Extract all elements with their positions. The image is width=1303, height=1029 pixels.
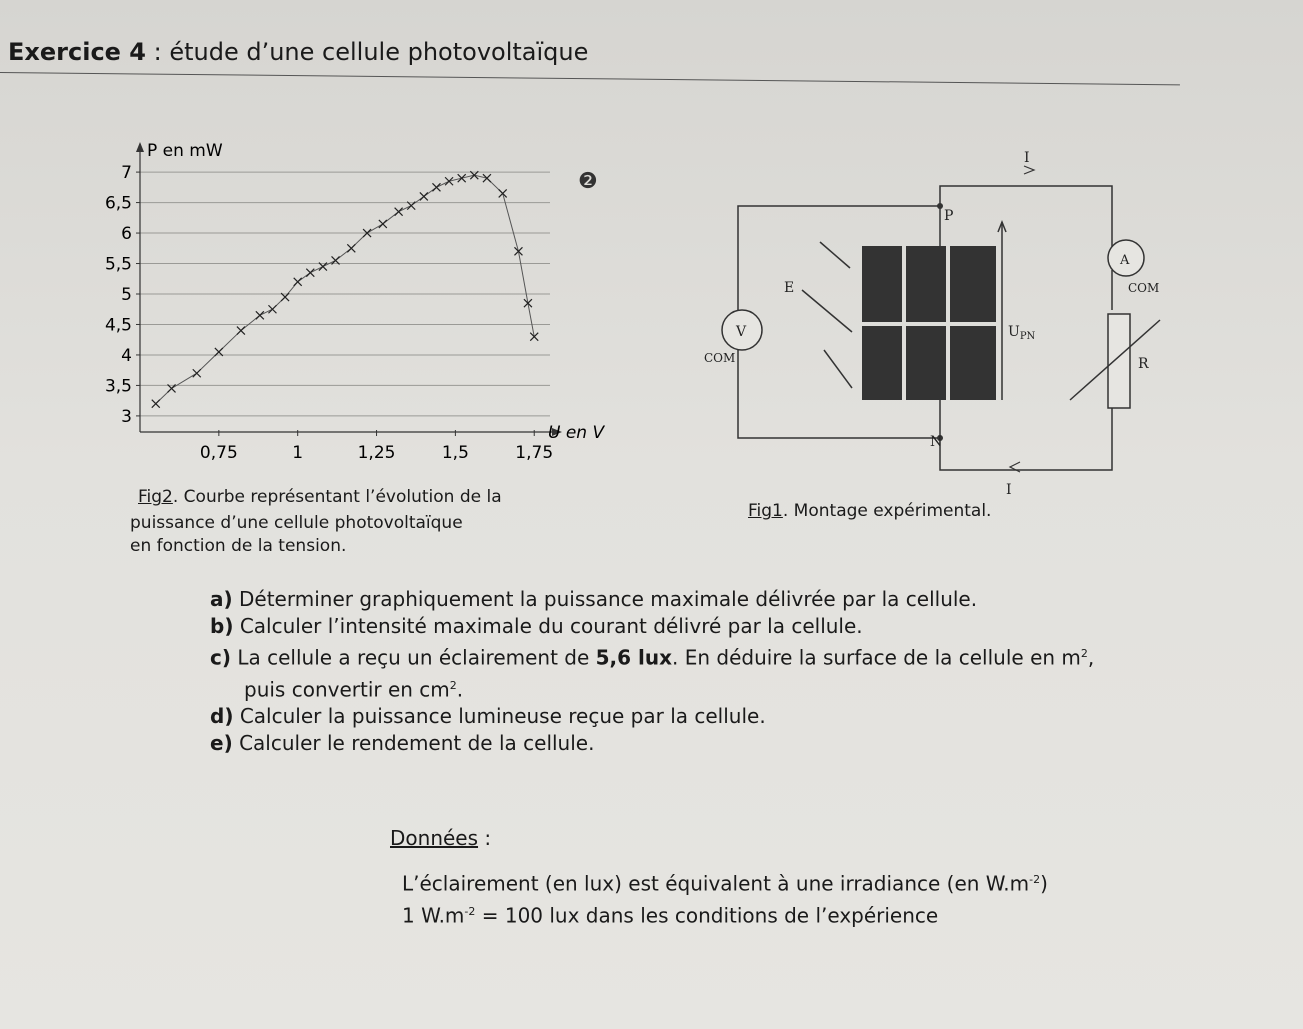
fig2-caption-line3: en fonction de la tension. [130, 536, 347, 556]
question-list [210, 586, 1270, 757]
power-curve-line [156, 175, 534, 404]
data-point [379, 220, 387, 228]
title-rule [0, 72, 1180, 85]
exercise-number: Exercice 4 [8, 38, 146, 66]
x-axis-label: U en V [548, 423, 605, 443]
question-c: c) La cellule a reçu un éclairement de 5,6 lux. En déduire la surface de la cellule en $m^2$, puis convertir en $cm^2$. [210, 645, 1095, 702]
exercise-subject: : étude d’une cellule photovoltaïque [146, 38, 589, 66]
chart-points [152, 171, 538, 408]
n-terminal-label: N [930, 434, 943, 450]
fig1-label: Fig1 [748, 501, 783, 521]
fig2-caption-line2: puissance d’une cellule photovoltaïque [130, 513, 463, 533]
voltmeter-label: V [736, 324, 747, 340]
solar-panel [862, 246, 996, 400]
question-a: a) Déterminer graphiquement la puissance maximale délivrée par la cellule. [210, 587, 978, 611]
data-point [193, 369, 201, 377]
current-label-top: I [1024, 150, 1030, 166]
fig1-caption [748, 500, 991, 522]
data-point [256, 311, 264, 319]
y-tick-labels [105, 163, 132, 427]
x-tick-label: 1,25 [357, 443, 396, 463]
resistor-label: R [1138, 356, 1149, 372]
data-point [530, 333, 538, 341]
ammeter-com-label: COM [1128, 281, 1160, 295]
data-point [347, 244, 355, 252]
fig2-label: Fig2 [138, 487, 173, 507]
y-axis-label: P en mW [147, 141, 223, 161]
data-point [268, 305, 276, 313]
top-right-wire [940, 186, 1112, 250]
data-point [152, 400, 160, 408]
x-tick-label: 1,75 [515, 443, 554, 463]
data-line-1: L’éclairement (en lux) est équivalent à une irradiance (en $W.m^{-2}$) [402, 871, 1048, 896]
data-point [524, 299, 532, 307]
y-tick-label: 7 [121, 163, 132, 184]
exercise-title [8, 38, 588, 66]
data-point [514, 247, 522, 255]
circuit-diagram [690, 150, 1170, 500]
y-tick-label: 6 [121, 224, 132, 245]
fig1-caption-text: . Montage expérimental. [782, 501, 992, 521]
x-tick-labels [200, 443, 553, 463]
light-label-e: E [784, 280, 795, 296]
data-point [458, 174, 466, 182]
p-terminal-label: P [944, 208, 954, 224]
question-e: e) Calculer le rendement de la cellule. [210, 731, 595, 756]
x-tick-label: 1 [292, 443, 304, 463]
data-point [395, 208, 403, 216]
voltmeter-com-label: COM [704, 351, 736, 365]
y-tick-label: 6,5 [104, 193, 132, 214]
data-point [432, 183, 440, 191]
question-d: d) Calculer la puissance lumineuse reçue par la cellule. [210, 704, 766, 729]
fig2-caption [138, 486, 502, 508]
chart-grid [140, 172, 550, 416]
data-point [237, 327, 245, 335]
y-axis-arrow [136, 142, 144, 152]
data-point [420, 192, 428, 200]
y-tick-label: 4,5 [104, 315, 132, 336]
data-point [499, 189, 507, 197]
question-badge: ❷ [578, 169, 598, 194]
data-heading: Données : [390, 826, 492, 850]
power-voltage-chart [80, 130, 620, 480]
data-point [306, 269, 314, 277]
x-tick-label: 0,75 [199, 443, 238, 463]
chart-axes [136, 142, 562, 436]
y-tick-label: 3,5 [104, 376, 132, 397]
x-tick-label: 1,5 [441, 443, 469, 463]
data-point [294, 278, 302, 286]
data-section [390, 824, 1048, 929]
question-b: b) Calculer l’intensité maximale du courant délivré par la cellule. [210, 614, 863, 638]
data-point [483, 174, 491, 182]
upn-label: $U_{PN}$ [1008, 324, 1036, 342]
y-tick-label: 5,5 [104, 254, 132, 275]
data-point [445, 177, 453, 185]
y-tick-label: 4 [121, 345, 132, 366]
ammeter-label: A [1120, 253, 1130, 268]
data-line-2: 1 $W.m^{-2} = 100$ lux dans les conditions de l’expérience [402, 903, 939, 928]
fig2-caption-line1: . Courbe représentant l’évolution de la [172, 487, 502, 507]
y-tick-label: 3 [121, 406, 132, 427]
y-tick-label: 5 [121, 285, 132, 305]
current-label-bottom: I [1006, 482, 1012, 498]
